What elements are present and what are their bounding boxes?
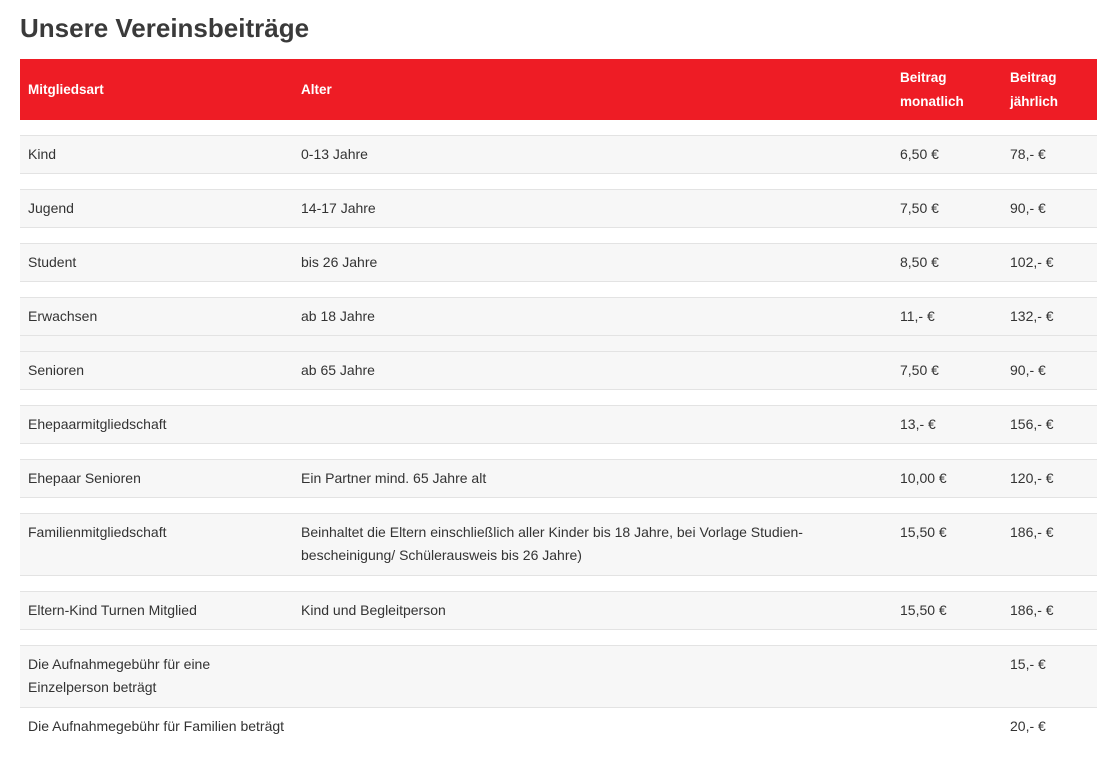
cell-monthly: 10,00 € (892, 460, 1002, 498)
cell-age (293, 646, 892, 708)
cell-monthly: 7,50 € (892, 190, 1002, 228)
cell-monthly: 11,- € (892, 298, 1002, 336)
table-row (20, 514, 1097, 576)
row-spacer (20, 120, 1097, 136)
cell-monthly: 15,50 € (892, 592, 1002, 630)
cell-type: Erwachsen (20, 298, 293, 336)
cell-type: Senioren (20, 352, 293, 390)
table-body (20, 120, 1097, 745)
fees-table (20, 59, 1097, 745)
table-row (20, 298, 1097, 336)
row-spacer (20, 630, 1097, 646)
cell-monthly: 7,50 € (892, 352, 1002, 390)
cell-monthly (892, 708, 1002, 746)
row-spacer (20, 576, 1097, 592)
cell-yearly: 156,- € (1002, 406, 1097, 444)
cell-yearly: 120,- € (1002, 460, 1097, 498)
table-row (20, 460, 1097, 498)
header-yearly-line1: Beitrag (1010, 69, 1057, 85)
cell-age: 14-17 Jahre (293, 190, 892, 228)
cell-type: Die Aufnahmegebühr für Familien beträgt (20, 708, 293, 746)
cell-type: Ehepaarmitgliedschaft (20, 406, 293, 444)
row-spacer (20, 390, 1097, 406)
cell-yearly: 186,- € (1002, 514, 1097, 576)
table-row (20, 244, 1097, 282)
cell-monthly (892, 646, 1002, 708)
page-title: Unsere Vereinsbeiträge (20, 13, 310, 43)
header-yearly-line2: jährlich (1010, 93, 1059, 109)
table-row (20, 406, 1097, 444)
table-row (20, 190, 1097, 228)
cell-monthly: 15,50 € (892, 514, 1002, 576)
cell-monthly: 8,50 € (892, 244, 1002, 282)
cell-age: Kind und Begleitperson (293, 592, 892, 630)
cell-age (293, 708, 892, 746)
cell-age: 0-13 Jahre (293, 136, 892, 174)
cell-yearly: 20,- € (1002, 708, 1097, 746)
cell-type: Student (20, 244, 293, 282)
row-spacer (20, 174, 1097, 190)
header-mitgliedsart: Mitgliedsart (20, 59, 293, 120)
table-row (20, 352, 1097, 390)
cell-age: Ein Partner mind. 65 Jahre alt (293, 460, 892, 498)
cell-age: ab 18 Jahre (293, 298, 892, 336)
row-spacer (20, 228, 1097, 244)
cell-age: bis 26 Jahre (293, 244, 892, 282)
header-beitrag-jaehrlich (1002, 59, 1097, 120)
header-monthly-line2: monatlich (900, 93, 964, 109)
row-spacer (20, 282, 1097, 298)
cell-type: Ehepaar Senioren (20, 460, 293, 498)
cell-yearly: 132,- € (1002, 298, 1097, 336)
cell-age: Beinhaltet die Eltern einschließlich aller Kinder bis 18 Jahre, bei Vorlage Studien- bescheinigung/ Schülerausweis bis 26 Jahre) (293, 514, 892, 576)
cell-yearly: 102,- € (1002, 244, 1097, 282)
header-row (20, 59, 1097, 120)
row-spacer (20, 444, 1097, 460)
row-spacer (20, 336, 1097, 352)
header-monthly-line1: Beitrag (900, 69, 947, 85)
table-row (20, 136, 1097, 174)
cell-monthly: 6,50 € (892, 136, 1002, 174)
cell-age (293, 406, 892, 444)
table-row (20, 708, 1097, 746)
row-spacer (20, 498, 1097, 514)
cell-yearly: 15,- € (1002, 646, 1097, 708)
cell-yearly: 78,- € (1002, 136, 1097, 174)
cell-type: Jugend (20, 190, 293, 228)
cell-type: Die Aufnahmegebühr für eine Einzelperson beträgt (20, 646, 293, 708)
header-beitrag-monatlich (892, 59, 1002, 120)
cell-type: Familienmitgliedschaft (20, 514, 293, 576)
table-row (20, 592, 1097, 630)
cell-type: Kind (20, 136, 293, 174)
cell-type: Eltern-Kind Turnen Mitglied (20, 592, 293, 630)
cell-age: ab 65 Jahre (293, 352, 892, 390)
header-alter: Alter (293, 59, 892, 120)
cell-yearly: 90,- € (1002, 190, 1097, 228)
table-header (20, 59, 1097, 120)
table-row (20, 646, 1097, 708)
cell-monthly: 13,- € (892, 406, 1002, 444)
cell-yearly: 186,- € (1002, 592, 1097, 630)
cell-yearly: 90,- € (1002, 352, 1097, 390)
